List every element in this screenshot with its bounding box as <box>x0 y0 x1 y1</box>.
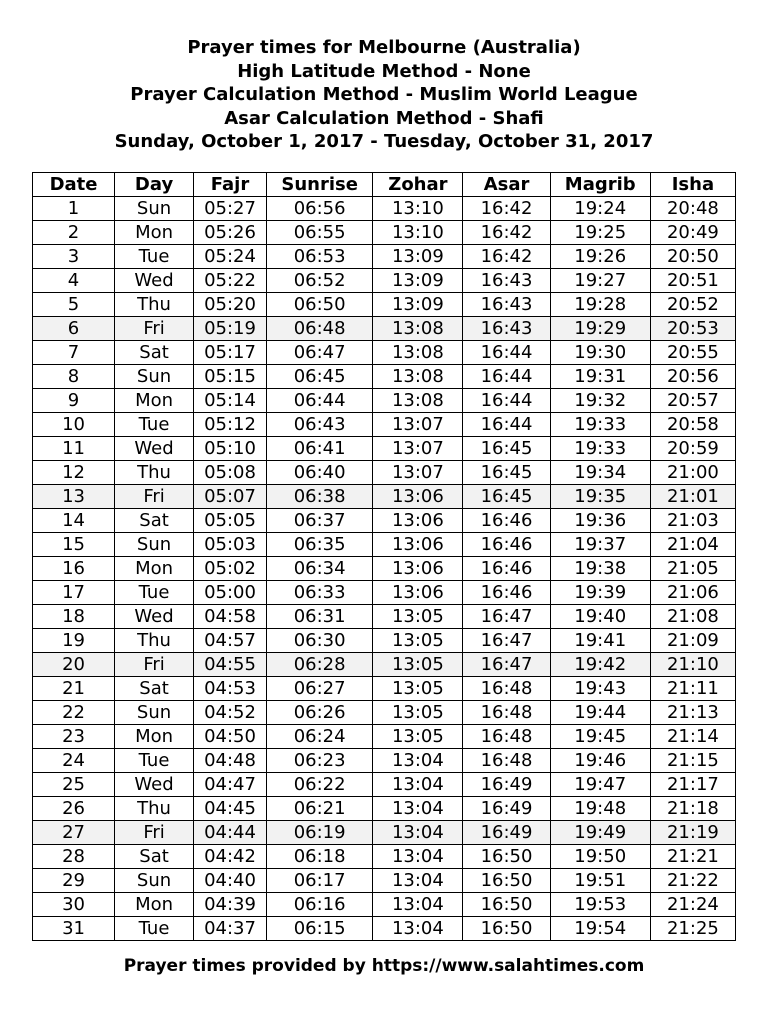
day-cell: Sat <box>115 509 194 533</box>
fajr-cell: 04:47 <box>194 773 267 797</box>
isha-cell: 20:51 <box>650 269 735 293</box>
asar-cell: 16:48 <box>463 677 550 701</box>
fajr-cell: 04:42 <box>194 845 267 869</box>
high-latitude-method: High Latitude Method - None <box>237 60 531 82</box>
isha-cell: 21:18 <box>650 797 735 821</box>
fajr-cell: 05:07 <box>194 485 267 509</box>
date-cell: 23 <box>33 725 115 749</box>
date-cell: 29 <box>33 869 115 893</box>
isha-cell: 20:59 <box>650 437 735 461</box>
fajr-cell: 05:03 <box>194 533 267 557</box>
asar-cell: 16:50 <box>463 917 550 941</box>
date-cell: 24 <box>33 749 115 773</box>
asar-cell: 16:48 <box>463 749 550 773</box>
zohar-cell: 13:07 <box>373 413 463 437</box>
day-cell: Thu <box>115 797 194 821</box>
magrib-cell: 19:49 <box>550 821 650 845</box>
table-row <box>33 533 736 557</box>
magrib-cell: 19:30 <box>550 341 650 365</box>
date-cell: 25 <box>33 773 115 797</box>
date-cell: 17 <box>33 581 115 605</box>
zohar-cell: 13:05 <box>373 725 463 749</box>
table-row <box>33 461 736 485</box>
table-row <box>33 701 736 725</box>
zohar-cell: 13:09 <box>373 293 463 317</box>
date-cell: 31 <box>33 917 115 941</box>
day-cell: Sat <box>115 677 194 701</box>
date-cell: 15 <box>33 533 115 557</box>
day-cell: Tue <box>115 245 194 269</box>
date-cell: 2 <box>33 221 115 245</box>
isha-cell: 21:14 <box>650 725 735 749</box>
table-row <box>33 389 736 413</box>
table-row <box>33 629 736 653</box>
date-cell: 13 <box>33 485 115 509</box>
page-title: Prayer times for Melbourne (Australia) <box>187 37 581 58</box>
magrib-cell: 19:51 <box>550 869 650 893</box>
day-cell: Wed <box>115 269 194 293</box>
day-cell: Sun <box>115 533 194 557</box>
sunrise-cell: 06:19 <box>266 821 372 845</box>
prayer-times-table-container <box>32 172 736 941</box>
magrib-cell: 19:40 <box>550 605 650 629</box>
sunrise-cell: 06:48 <box>266 317 372 341</box>
fajr-cell: 05:26 <box>194 221 267 245</box>
table-row <box>33 437 736 461</box>
date-cell: 8 <box>33 365 115 389</box>
sunrise-cell: 06:16 <box>266 893 372 917</box>
day-cell: Fri <box>115 821 194 845</box>
day-cell: Sun <box>115 197 194 221</box>
isha-cell: 21:05 <box>650 557 735 581</box>
date-cell: 26 <box>33 797 115 821</box>
table-row <box>33 245 736 269</box>
isha-cell: 20:48 <box>650 197 735 221</box>
sunrise-cell: 06:33 <box>266 581 372 605</box>
date-cell: 6 <box>33 317 115 341</box>
zohar-cell: 13:07 <box>373 461 463 485</box>
isha-cell: 21:25 <box>650 917 735 941</box>
magrib-cell: 19:45 <box>550 725 650 749</box>
date-cell: 18 <box>33 605 115 629</box>
asar-cell: 16:48 <box>463 701 550 725</box>
isha-cell: 20:58 <box>650 413 735 437</box>
isha-cell: 21:04 <box>650 533 735 557</box>
asar-cell: 16:44 <box>463 341 550 365</box>
asar-cell: 16:47 <box>463 653 550 677</box>
fajr-cell: 04:58 <box>194 605 267 629</box>
sunrise-cell: 06:31 <box>266 605 372 629</box>
zohar-cell: 13:04 <box>373 821 463 845</box>
isha-cell: 21:19 <box>650 821 735 845</box>
date-cell: 4 <box>33 269 115 293</box>
fajr-cell: 04:52 <box>194 701 267 725</box>
magrib-cell: 19:35 <box>550 485 650 509</box>
table-row <box>33 749 736 773</box>
table-row <box>33 917 736 941</box>
table-row <box>33 341 736 365</box>
fajr-cell: 04:40 <box>194 869 267 893</box>
day-cell: Thu <box>115 461 194 485</box>
magrib-cell: 19:27 <box>550 269 650 293</box>
asar-cell: 16:45 <box>463 437 550 461</box>
footer-credit: Prayer times provided by https://www.salahtimes.com <box>123 956 645 976</box>
date-cell: 3 <box>33 245 115 269</box>
zohar-cell: 13:05 <box>373 653 463 677</box>
day-cell: Tue <box>115 749 194 773</box>
zohar-cell: 13:06 <box>373 581 463 605</box>
day-cell: Sat <box>115 845 194 869</box>
zohar-cell: 13:05 <box>373 677 463 701</box>
sunrise-cell: 06:26 <box>266 701 372 725</box>
zohar-cell: 13:04 <box>373 797 463 821</box>
asar-cell: 16:49 <box>463 773 550 797</box>
magrib-cell: 19:53 <box>550 893 650 917</box>
zohar-cell: 13:04 <box>373 749 463 773</box>
magrib-cell: 19:26 <box>550 245 650 269</box>
table-row <box>33 509 736 533</box>
sunrise-cell: 06:24 <box>266 725 372 749</box>
zohar-cell: 13:04 <box>373 893 463 917</box>
isha-cell: 21:08 <box>650 605 735 629</box>
isha-cell: 21:15 <box>650 749 735 773</box>
day-cell: Sat <box>115 341 194 365</box>
asar-cell: 16:47 <box>463 629 550 653</box>
zohar-cell: 13:09 <box>373 245 463 269</box>
asar-cell: 16:46 <box>463 557 550 581</box>
sunrise-cell: 06:53 <box>266 245 372 269</box>
asar-cell: 16:43 <box>463 269 550 293</box>
table-row <box>33 485 736 509</box>
date-cell: 22 <box>33 701 115 725</box>
zohar-cell: 13:08 <box>373 389 463 413</box>
table-row <box>33 653 736 677</box>
table-row <box>33 821 736 845</box>
isha-cell: 21:09 <box>650 629 735 653</box>
magrib-cell: 19:25 <box>550 221 650 245</box>
date-cell: 28 <box>33 845 115 869</box>
asar-cell: 16:45 <box>463 461 550 485</box>
asar-cell: 16:42 <box>463 197 550 221</box>
magrib-cell: 19:39 <box>550 581 650 605</box>
sunrise-cell: 06:55 <box>266 221 372 245</box>
isha-cell: 21:22 <box>650 869 735 893</box>
asar-cell: 16:49 <box>463 797 550 821</box>
table-row <box>33 869 736 893</box>
table-row <box>33 605 736 629</box>
sunrise-cell: 06:40 <box>266 461 372 485</box>
sunrise-cell: 06:18 <box>266 845 372 869</box>
day-cell: Wed <box>115 605 194 629</box>
magrib-cell: 19:43 <box>550 677 650 701</box>
zohar-cell: 13:04 <box>373 845 463 869</box>
asar-cell: 16:47 <box>463 605 550 629</box>
day-cell: Tue <box>115 581 194 605</box>
table-body <box>33 197 736 941</box>
asar-cell: 16:46 <box>463 509 550 533</box>
magrib-cell: 19:44 <box>550 701 650 725</box>
date-cell: 12 <box>33 461 115 485</box>
day-cell: Thu <box>115 293 194 317</box>
zohar-cell: 13:04 <box>373 917 463 941</box>
fajr-cell: 05:08 <box>194 461 267 485</box>
isha-cell: 21:01 <box>650 485 735 509</box>
column-header-isha: Isha <box>650 173 735 197</box>
date-cell: 14 <box>33 509 115 533</box>
header-row <box>33 173 736 197</box>
table-row <box>33 797 736 821</box>
zohar-cell: 13:06 <box>373 533 463 557</box>
date-cell: 21 <box>33 677 115 701</box>
day-cell: Sun <box>115 701 194 725</box>
fajr-cell: 05:20 <box>194 293 267 317</box>
asar-cell: 16:46 <box>463 533 550 557</box>
day-cell: Mon <box>115 557 194 581</box>
sunrise-cell: 06:23 <box>266 749 372 773</box>
zohar-cell: 13:06 <box>373 557 463 581</box>
sunrise-cell: 06:38 <box>266 485 372 509</box>
sunrise-cell: 06:45 <box>266 365 372 389</box>
day-cell: Sun <box>115 365 194 389</box>
day-cell: Thu <box>115 629 194 653</box>
zohar-cell: 13:10 <box>373 197 463 221</box>
table-row <box>33 845 736 869</box>
table-row <box>33 221 736 245</box>
fajr-cell: 05:22 <box>194 269 267 293</box>
table-row <box>33 581 736 605</box>
magrib-cell: 19:34 <box>550 461 650 485</box>
magrib-cell: 19:47 <box>550 773 650 797</box>
column-header-magrib: Magrib <box>550 173 650 197</box>
asar-cell: 16:43 <box>463 317 550 341</box>
magrib-cell: 19:28 <box>550 293 650 317</box>
zohar-cell: 13:10 <box>373 221 463 245</box>
date-cell: 7 <box>33 341 115 365</box>
magrib-cell: 19:54 <box>550 917 650 941</box>
sunrise-cell: 06:28 <box>266 653 372 677</box>
fajr-cell: 05:15 <box>194 365 267 389</box>
column-header-fajr: Fajr <box>194 173 267 197</box>
column-header-day: Day <box>115 173 194 197</box>
sunrise-cell: 06:21 <box>266 797 372 821</box>
asar-cell: 16:46 <box>463 581 550 605</box>
sunrise-cell: 06:35 <box>266 533 372 557</box>
fajr-cell: 05:05 <box>194 509 267 533</box>
isha-cell: 20:57 <box>650 389 735 413</box>
table-row <box>33 893 736 917</box>
date-cell: 27 <box>33 821 115 845</box>
table-row <box>33 557 736 581</box>
asar-cell: 16:49 <box>463 821 550 845</box>
sunrise-cell: 06:22 <box>266 773 372 797</box>
table-row <box>33 773 736 797</box>
magrib-cell: 19:33 <box>550 437 650 461</box>
magrib-cell: 19:31 <box>550 365 650 389</box>
asar-cell: 16:50 <box>463 869 550 893</box>
fajr-cell: 05:17 <box>194 341 267 365</box>
column-header-zohar: Zohar <box>373 173 463 197</box>
table-row <box>33 365 736 389</box>
zohar-cell: 13:08 <box>373 341 463 365</box>
day-cell: Sun <box>115 869 194 893</box>
isha-cell: 20:55 <box>650 341 735 365</box>
zohar-cell: 13:08 <box>373 317 463 341</box>
magrib-cell: 19:33 <box>550 413 650 437</box>
fajr-cell: 04:50 <box>194 725 267 749</box>
date-cell: 5 <box>33 293 115 317</box>
fajr-cell: 04:39 <box>194 893 267 917</box>
day-cell: Mon <box>115 221 194 245</box>
fajr-cell: 04:37 <box>194 917 267 941</box>
table-row <box>33 269 736 293</box>
sunrise-cell: 06:27 <box>266 677 372 701</box>
magrib-cell: 19:46 <box>550 749 650 773</box>
fajr-cell: 05:19 <box>194 317 267 341</box>
sunrise-cell: 06:34 <box>266 557 372 581</box>
zohar-cell: 13:04 <box>373 869 463 893</box>
sunrise-cell: 06:44 <box>266 389 372 413</box>
sunrise-cell: 06:17 <box>266 869 372 893</box>
sunrise-cell: 06:52 <box>266 269 372 293</box>
zohar-cell: 13:05 <box>373 605 463 629</box>
asar-cell: 16:44 <box>463 365 550 389</box>
sunrise-cell: 06:41 <box>266 437 372 461</box>
table-row <box>33 725 736 749</box>
day-cell: Wed <box>115 437 194 461</box>
day-cell: Tue <box>115 917 194 941</box>
table-row <box>33 293 736 317</box>
isha-cell: 21:17 <box>650 773 735 797</box>
magrib-cell: 19:50 <box>550 845 650 869</box>
fajr-cell: 04:45 <box>194 797 267 821</box>
fajr-cell: 04:55 <box>194 653 267 677</box>
magrib-cell: 19:41 <box>550 629 650 653</box>
sunrise-cell: 06:15 <box>266 917 372 941</box>
isha-cell: 21:21 <box>650 845 735 869</box>
fajr-cell: 05:27 <box>194 197 267 221</box>
prayer-times-table <box>32 172 736 941</box>
isha-cell: 20:52 <box>650 293 735 317</box>
table-row <box>33 197 736 221</box>
column-header-asar: Asar <box>463 173 550 197</box>
fajr-cell: 05:14 <box>194 389 267 413</box>
date-cell: 1 <box>33 197 115 221</box>
date-cell: 19 <box>33 629 115 653</box>
date-cell: 30 <box>33 893 115 917</box>
isha-cell: 21:11 <box>650 677 735 701</box>
magrib-cell: 19:32 <box>550 389 650 413</box>
isha-cell: 20:49 <box>650 221 735 245</box>
asar-cell: 16:44 <box>463 413 550 437</box>
sunrise-cell: 06:47 <box>266 341 372 365</box>
asar-cell: 16:50 <box>463 845 550 869</box>
asar-cell: 16:45 <box>463 485 550 509</box>
isha-cell: 21:06 <box>650 581 735 605</box>
magrib-cell: 19:42 <box>550 653 650 677</box>
asar-cell: 16:43 <box>463 293 550 317</box>
magrib-cell: 19:48 <box>550 797 650 821</box>
sunrise-cell: 06:43 <box>266 413 372 437</box>
fajr-cell: 04:57 <box>194 629 267 653</box>
isha-cell: 21:10 <box>650 653 735 677</box>
fajr-cell: 04:48 <box>194 749 267 773</box>
magrib-cell: 19:37 <box>550 533 650 557</box>
zohar-cell: 13:08 <box>373 365 463 389</box>
fajr-cell: 04:53 <box>194 677 267 701</box>
magrib-cell: 19:38 <box>550 557 650 581</box>
fajr-cell: 05:00 <box>194 581 267 605</box>
asar-cell: 16:42 <box>463 221 550 245</box>
table-row <box>33 677 736 701</box>
zohar-cell: 13:06 <box>373 509 463 533</box>
fajr-cell: 05:02 <box>194 557 267 581</box>
isha-cell: 20:56 <box>650 365 735 389</box>
date-cell: 11 <box>33 437 115 461</box>
magrib-cell: 19:36 <box>550 509 650 533</box>
column-header-sunrise: Sunrise <box>266 173 372 197</box>
sunrise-cell: 06:50 <box>266 293 372 317</box>
column-header-date: Date <box>33 173 115 197</box>
day-cell: Fri <box>115 653 194 677</box>
day-cell: Fri <box>115 317 194 341</box>
date-cell: 9 <box>33 389 115 413</box>
date-range: Sunday, October 1, 2017 - Tuesday, October 31, 2017 <box>114 131 654 152</box>
zohar-cell: 13:09 <box>373 269 463 293</box>
sunrise-cell: 06:30 <box>266 629 372 653</box>
day-cell: Tue <box>115 413 194 437</box>
isha-cell: 20:50 <box>650 245 735 269</box>
magrib-cell: 19:29 <box>550 317 650 341</box>
sunrise-cell: 06:56 <box>266 197 372 221</box>
isha-cell: 21:00 <box>650 461 735 485</box>
day-cell: Mon <box>115 893 194 917</box>
table-header <box>33 173 736 197</box>
zohar-cell: 13:04 <box>373 773 463 797</box>
zohar-cell: 13:05 <box>373 701 463 725</box>
fajr-cell: 05:24 <box>194 245 267 269</box>
zohar-cell: 13:06 <box>373 485 463 509</box>
day-cell: Mon <box>115 725 194 749</box>
calculation-method: Prayer Calculation Method - Muslim World League <box>130 84 638 105</box>
isha-cell: 21:03 <box>650 509 735 533</box>
date-cell: 16 <box>33 557 115 581</box>
fajr-cell: 05:12 <box>194 413 267 437</box>
date-cell: 10 <box>33 413 115 437</box>
magrib-cell: 19:24 <box>550 197 650 221</box>
isha-cell: 21:24 <box>650 893 735 917</box>
zohar-cell: 13:07 <box>373 437 463 461</box>
asar-cell: 16:48 <box>463 725 550 749</box>
table-row <box>33 413 736 437</box>
asar-cell: 16:50 <box>463 893 550 917</box>
fajr-cell: 05:10 <box>194 437 267 461</box>
date-cell: 20 <box>33 653 115 677</box>
asar-cell: 16:42 <box>463 245 550 269</box>
asar-method: Asar Calculation Method - Shafi <box>224 107 544 129</box>
sunrise-cell: 06:37 <box>266 509 372 533</box>
day-cell: Fri <box>115 485 194 509</box>
table-row <box>33 317 736 341</box>
isha-cell: 20:53 <box>650 317 735 341</box>
document-header <box>0 36 768 154</box>
isha-cell: 21:13 <box>650 701 735 725</box>
zohar-cell: 13:05 <box>373 629 463 653</box>
fajr-cell: 04:44 <box>194 821 267 845</box>
day-cell: Wed <box>115 773 194 797</box>
asar-cell: 16:44 <box>463 389 550 413</box>
day-cell: Mon <box>115 389 194 413</box>
